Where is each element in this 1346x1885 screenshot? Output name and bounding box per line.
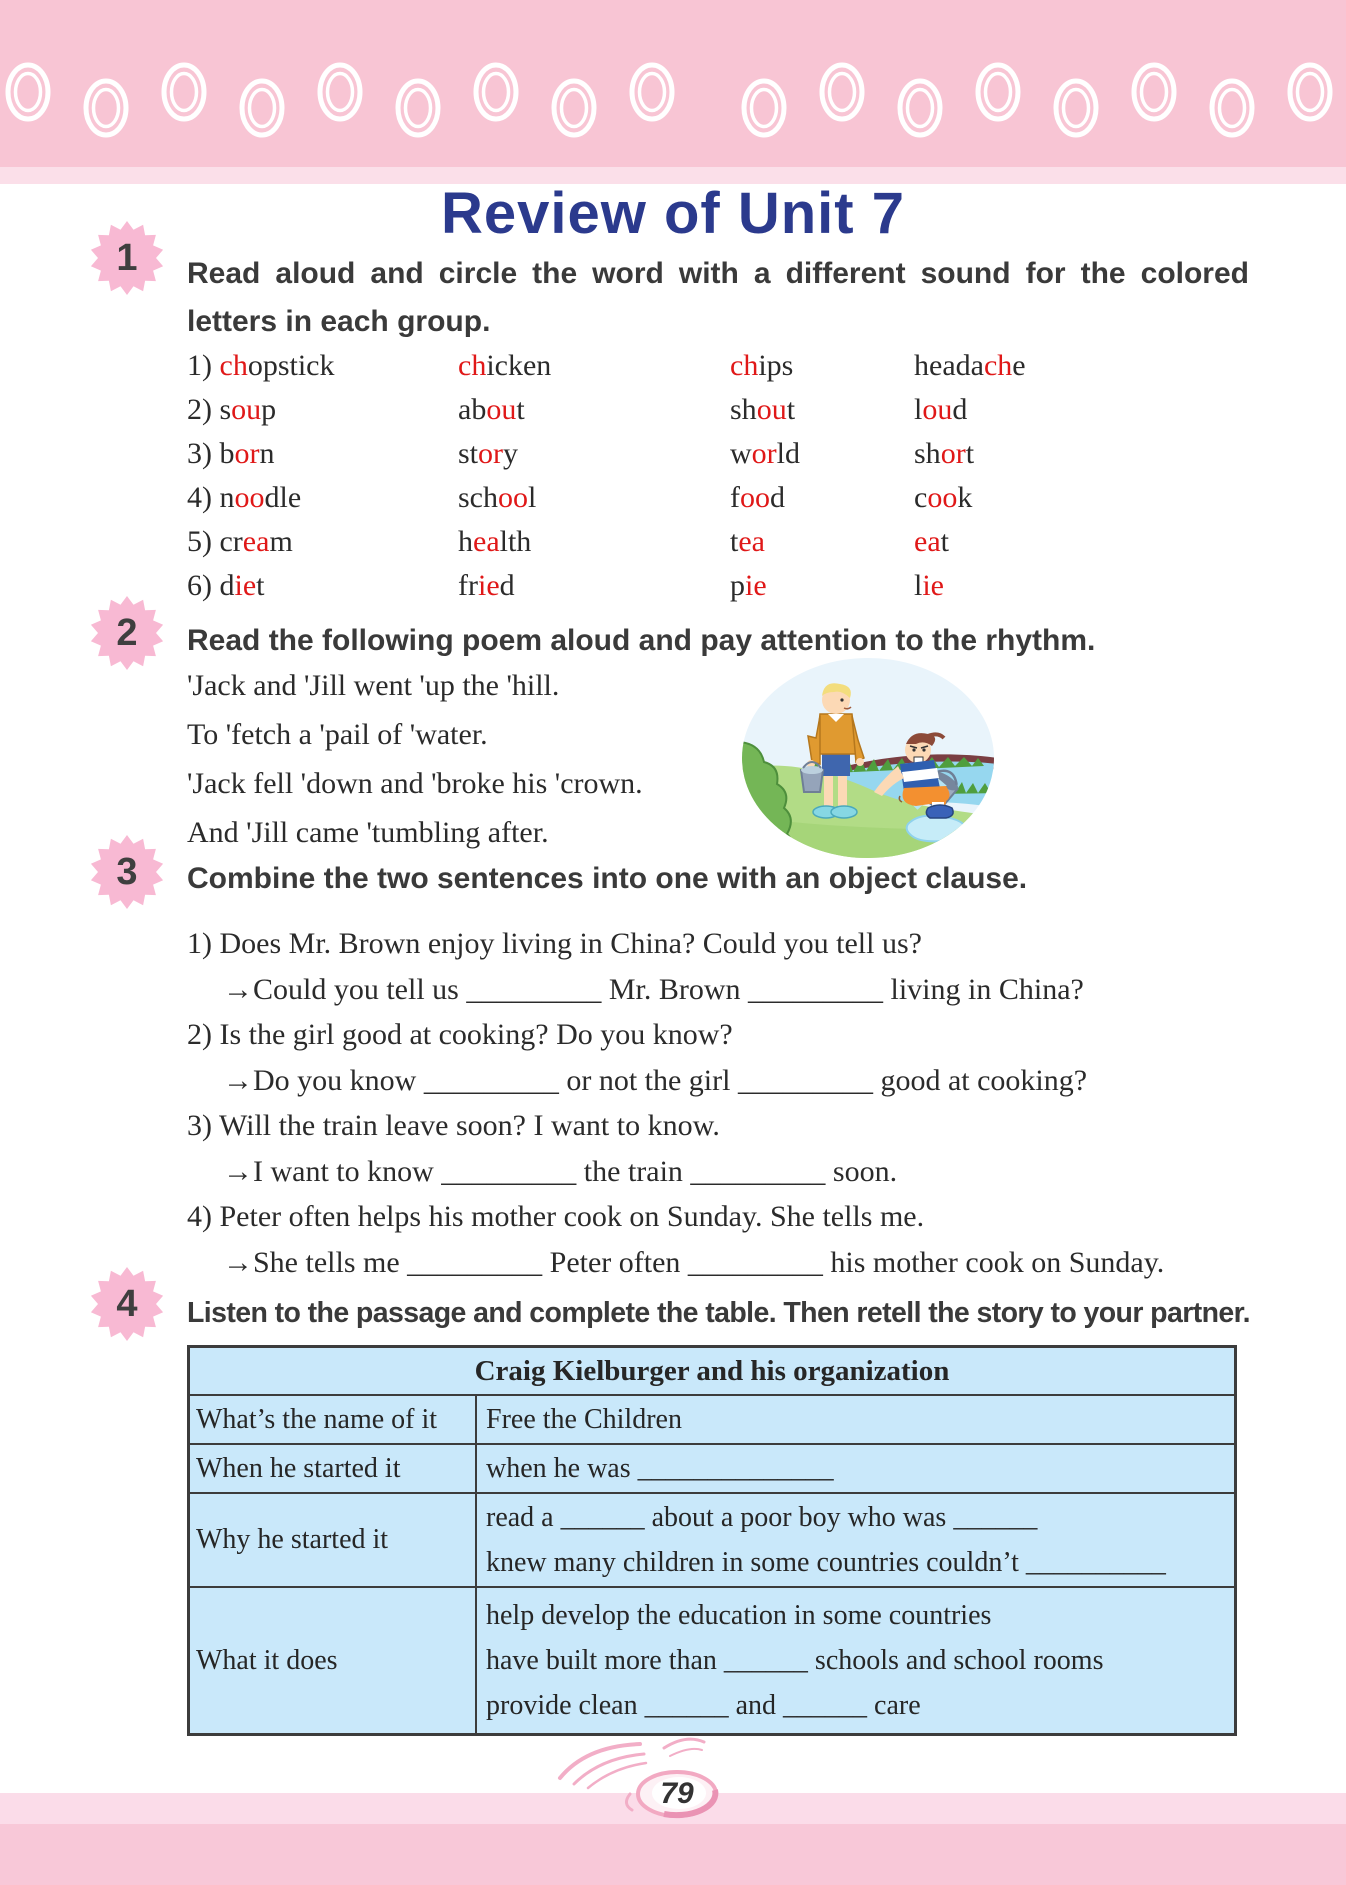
table-row-content (477, 1445, 1234, 1492)
poem-line: 'Jack and 'Jill went 'up the 'hill. (187, 669, 560, 702)
table-row (190, 1494, 1234, 1588)
word-cell: 2) soup (187, 393, 277, 426)
table-row (190, 1396, 1234, 1445)
page-number-badge (634, 1768, 720, 1820)
table-content-line: provide clean ______ and ______ care (486, 1690, 921, 1721)
table-row-content (477, 1494, 1234, 1586)
poem-line: And 'Jill came 'tumbling after. (187, 816, 549, 849)
word-cell: 1) chopstick (187, 349, 335, 382)
exercise-2-badge (89, 595, 165, 671)
footer-band-deep (0, 1824, 1346, 1885)
exercise-3-items (187, 921, 1164, 1285)
poem-line: To 'fetch a 'pail of 'water. (187, 718, 488, 751)
table-content-line: Free the Children (486, 1404, 682, 1435)
table-row (190, 1445, 1234, 1494)
table-content-line: when he was ______________ (486, 1453, 834, 1484)
sentence-pair-answer: →Could you tell us _________ Mr. Brown _________ living in China? (223, 972, 1084, 1006)
word-cell: 3) born (187, 437, 275, 470)
exercise-2-instruction: Read the following poem aloud and pay attention to the rhythm. (187, 624, 1096, 657)
listening-table (187, 1345, 1237, 1736)
table-row-label: What it does (190, 1588, 477, 1733)
exercise-4-instruction: Listen to the passage and complete the table. Then retell the story to your partner. (187, 1297, 1250, 1329)
table-content-line: read a ______ about a poor boy who was ______ (486, 1502, 1038, 1533)
table-content-line: help develop the education in some countries (486, 1600, 992, 1631)
word-cell: world (730, 437, 801, 470)
word-cell: short (914, 437, 975, 470)
word-cell: 5) cream (187, 525, 293, 558)
word-cell: cook (914, 481, 973, 514)
table-row-content (477, 1396, 1234, 1443)
exercise-3-instruction: Combine the two sentences into one with an object clause. (187, 862, 1028, 895)
sentence-pair-answer: →I want to know _________ the train _________ soon. (223, 1154, 898, 1188)
word-cell: pie (730, 569, 767, 602)
sentence-pair-answer: →She tells me _________ Peter often _________ his mother cook on Sunday. (223, 1245, 1165, 1279)
exercise-1-badge (89, 220, 165, 296)
table-content-line: have built more than ______ schools and school rooms (486, 1645, 1104, 1676)
table-row-label: Why he started it (190, 1494, 477, 1586)
header-circles-pattern (0, 0, 1346, 167)
word-cell: tea (730, 525, 765, 558)
exercise-number: 3 (116, 850, 138, 893)
word-cell: 4) noodle (187, 481, 302, 514)
exercise-1-instruction: Read aloud and circle the word with a different sound for the colored letters in each group. (187, 257, 1249, 338)
word-cell: school (458, 481, 537, 514)
exercise-1-word-grid (187, 344, 1247, 608)
exercise-4-badge (89, 1266, 165, 1342)
word-cell: health (458, 525, 532, 558)
page-title: Review of Unit 7 (441, 181, 905, 246)
word-cell: shout (730, 393, 796, 426)
jack-and-jill-illustration (740, 656, 996, 860)
exercise-number: 4 (116, 1282, 138, 1325)
sentence-pair-answer: →Do you know _________ or not the girl _________ good at cooking? (223, 1063, 1088, 1097)
exercise-3-badge (89, 834, 165, 910)
word-cell: food (730, 481, 785, 514)
sentence-pair-question: 1) Does Mr. Brown enjoy living in China? Could you tell us? (187, 927, 922, 960)
word-cell: chicken (458, 349, 552, 382)
table-row (190, 1588, 1234, 1733)
table-body (190, 1396, 1234, 1733)
header-band (0, 0, 1346, 167)
exercise-number: 1 (116, 236, 138, 279)
sentence-pair-question: 2) Is the girl good at cooking? Do you know? (187, 1018, 733, 1051)
table-row-label: When he started it (190, 1445, 477, 1492)
poem-line: 'Jack fell 'down and 'broke his 'crown. (187, 767, 643, 800)
word-cell: chips (730, 349, 794, 382)
sentence-pair-question: 3) Will the train leave soon? I want to know. (187, 1109, 720, 1142)
table-title: Craig Kielburger and his organization (190, 1348, 1234, 1396)
poem (187, 661, 643, 857)
word-cell: headache (914, 349, 1026, 382)
word-cell: about (458, 393, 525, 426)
word-cell: story (458, 437, 519, 470)
word-cell: eat (914, 525, 949, 558)
table-content-line: knew many children in some countries couldn’t __________ (486, 1547, 1166, 1578)
sentence-pair-question: 4) Peter often helps his mother cook on Sunday. She tells me. (187, 1200, 925, 1233)
exercise-number: 2 (116, 611, 138, 654)
page-number: 79 (660, 1777, 694, 1810)
table-row-content (477, 1588, 1234, 1733)
table-row-label: What’s the name of it (190, 1396, 477, 1443)
word-cell: fried (458, 569, 515, 602)
word-cell: lie (914, 569, 944, 602)
word-cell: 6) diet (187, 569, 265, 602)
word-cell: loud (914, 393, 968, 426)
